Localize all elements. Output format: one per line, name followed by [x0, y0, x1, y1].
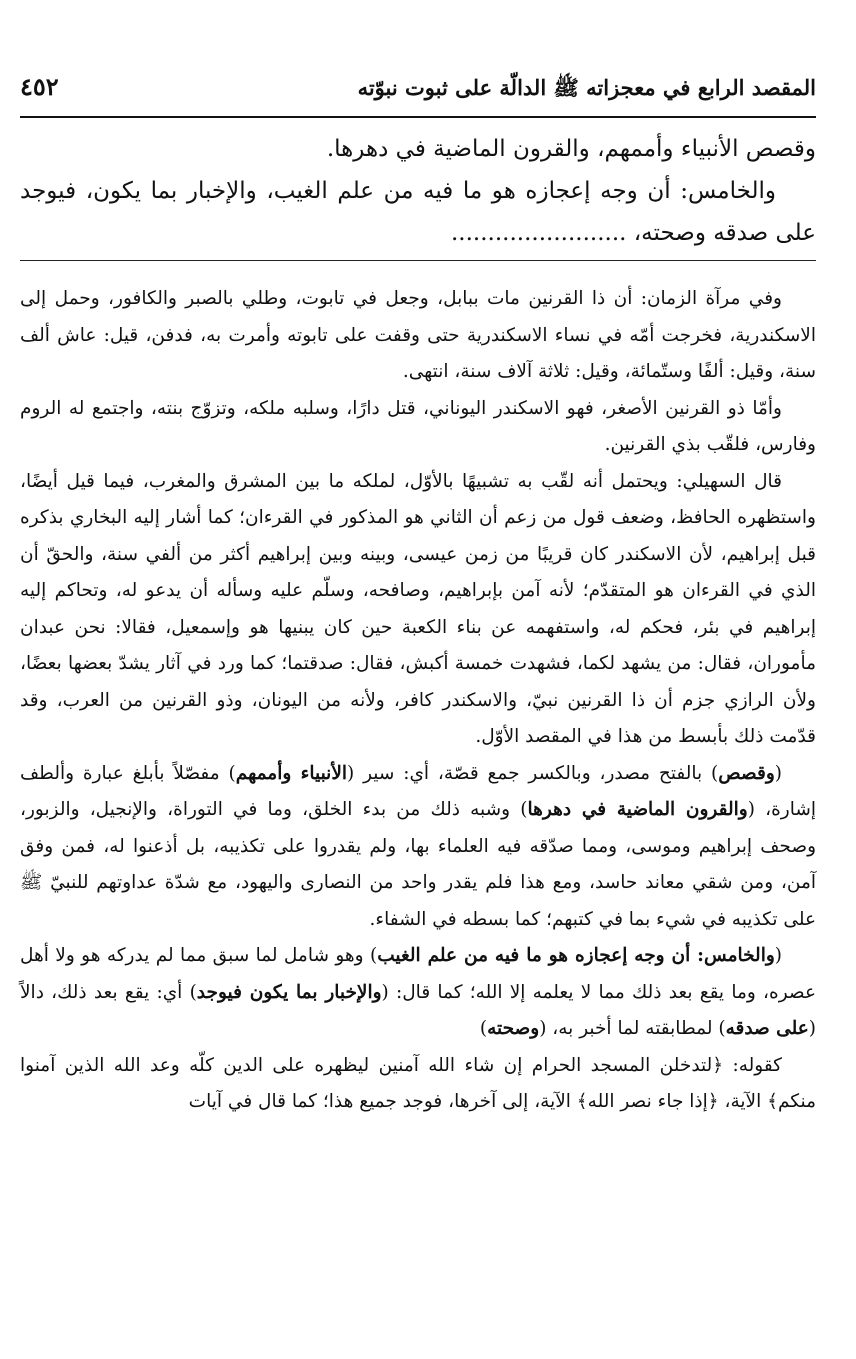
quoted-main-text: والإخبار بما يكون فيوجد: [196, 981, 382, 1003]
commentary-text: ) بالفتح مصدر، وبالكسر جمع قصّة، أي: سير (: [347, 762, 719, 784]
main-text-line: وقصص الأنبياء وأممهم، والقرون الماضية في دهرها.: [326, 136, 816, 162]
page-header: [20, 70, 816, 118]
quoted-main-text: على صدقه: [725, 1018, 809, 1039]
commentary-text: ) وهو شامل لما سبق مما لم يدركه هو ولا أهل عصره، وما يقع بعد ذلك مما لا يعلمه إلا الله؛ كما قال: (: [20, 945, 816, 1003]
commentary-text: ) وشبه ذلك من بدء الخلق، وما في التوراة، والإنجيل، والزبور، وصحف إبراهيم وموسى، ومما صدّقه فيه العلماء بها، ولم يقدروا على تكذيبه، بل أذعنوا له، فمن وفق آمن، ومن شقي معاند حاسد، ومع هذا فلم يقدر واحد من النصارى واليهود، مع شدّة عداوتهم للنبيّ ﷺ على تكذيبه في شيء بما في كتبهم؛ كما بسطه في الشفاء.: [20, 799, 816, 930]
quoted-main-text: والخامس: أن وجه إعجازه هو ما فيه من علم الغيب: [377, 945, 775, 966]
commentary-text: ) لمطابقته لما أخبر به، (: [539, 1018, 726, 1039]
commentary-paragraph: قال السهيلي: ويحتمل أنه لقّب به تشبيهًا بالأوّل، لملكه ما بين المشرق والمغرب، فيما قيل أيضًا، واستظهره الحافظ، وضعف قول من زعم أن الثاني هو المذكور في القرءان؛ كما أشار إليه البخاري بذكره قبل إبراهيم، لأن الاسكندر كان قريبًا من زمن عيسى، وبينه وبين إبراهيم أكثر من ألفي سنة، والحقّ أن الذي في القرءان هو المتقدّم؛ لأنه آمن بإبراهيم، وصافحه، وسلّم عليه وسأله أن يدعو له، وتحاكم إليه إبراهيم في بئر، فحكم له، واستفهمه عن بناء الكعبة حين كان يبنيها هو وإسمعيل، فقالا: نحن عبدان مأموران، فقال: من يشهد لكما، فشهدت خمسة أكبش، فقال: صدقتما؛ كما ورد في آثار يشدّ بعضها بعضًا، ولأن الرازي جزم أن ذا القرنين نبيّ، والاسكندر كافر، ولأنه من اليونان، وذو القرنين من العرب، وقد قدّمت ذلك بأبسط من هذا في المقصد الأوّل.: [20, 470, 816, 747]
page-number: ٤٥٢: [20, 72, 59, 101]
paren: (: [774, 945, 782, 966]
paren: (: [774, 762, 782, 784]
commentary-text: ) أي: يقع بعد ذلك، دالاً (: [20, 981, 816, 1039]
quoted-main-text: والقرون الماضية في دهرها: [527, 799, 748, 820]
commentary-paragraph: كقوله: ﴿لتدخلن المسجد الحرام إن شاء الله آمنين ليظهره على الدين كلّه وعد الله الذين آمنوا منكم﴾ الآية، ﴿إذا جاء نصر الله﴾ الآية، إلى آخرها، فوجد جميع هذا؛ كما قال في آيات: [20, 1054, 816, 1112]
running-title: المقصد الرابع في معجزاته ﷺ الدالّة على ثبوت نبوّته: [357, 75, 816, 100]
quoted-main-text: وقصص: [718, 762, 775, 784]
document-page: [20, 70, 816, 1121]
commentary-text: ): [479, 1018, 488, 1039]
quoted-main-text: وصحته: [487, 1018, 540, 1039]
commentary-paragraph: وأمّا ذو القرنين الأصغر، فهو الاسكندر اليوناني، قتل دارًا، وسلبه ملكه، وتزوّج بنته، واجتمع له الروم وفارس، فلقّب بذي القرنين.: [20, 397, 816, 455]
commentary-paragraph: [20, 938, 816, 1048]
main-text: [20, 128, 816, 254]
commentary-text: ) مفصّلاً بأبلغ عبارة وألطف إشارة، (: [20, 762, 816, 820]
commentary: [20, 281, 816, 1121]
commentary-paragraph: وفي مرآة الزمان: أن ذا القرنين مات ببابل، وجعل في تابوت، وطلي بالصبر والكافور، وحمل إلى الاسكندرية، فخرجت أمّه في نساء الاسكندرية حتى وقفت على تابوته وأمرت به، فدفن، قيل: عاش ألف سنة، وقيل: ألفًا وستّمائة، وقيل: ثلاثة آلاف سنة، انتهى.: [20, 288, 816, 382]
commentary-paragraph: [20, 756, 816, 939]
section-divider: [20, 260, 816, 261]
main-text-paragraph: والخامس: أن وجه إعجازه هو ما فيه من علم الغيب، والإخبار بما يكون، فيوجد على صدقه وصحته، ........................: [20, 178, 816, 246]
quoted-main-text: الأنبياء وأممهم: [235, 762, 348, 784]
